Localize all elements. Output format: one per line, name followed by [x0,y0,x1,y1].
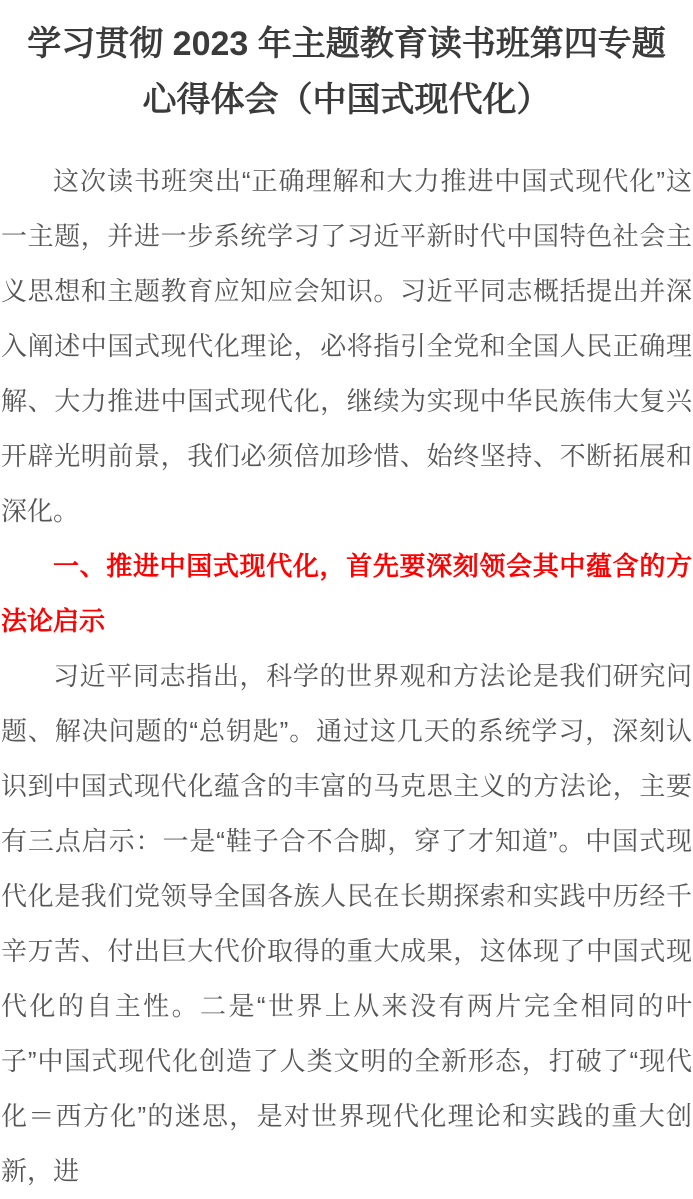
document-title-line-1: 学习贯彻 2023 年主题教育读书班第四专题 [27,25,666,63]
document-title-line-2: 心得体会（中国式现代化） [142,81,551,119]
paragraph-section-1-body: 习近平同志指出，科学的世界观和方法论是我们研究问题、解决问题的“总钥匙”。通过这几天的系统学习，深刻认识到中国式现代化蕴含的丰富的马克思主义的方法论，主要有三点启示：一是“鞋子合不合脚，穿了才知道”。中国式现代化是我们党领导全国各族人民在长期探索和实践中历经千辛万苦、付出巨大代价取得的重大成果，这体现了中国式现代化的自主性。二是“世界上从来没有两片完全相同的叶子”中国式现代化创造了人类文明的全新形态，打破了“现代化＝西方化”的迷思，是对世界现代化理论和实践的重大创新，进 [1,661,692,1186]
section-heading-1: 一、推进中国式现代化，首先要深刻领会其中蕴含的方法论启示 [1,551,692,636]
document-title [1,16,692,128]
paragraph-intro: 这次读书班突出“正确理解和大力推进中国式现代化”这一主题，并进一步系统学习了习近平新时代中国特色社会主义思想和主题教育应知应会知识。习近平同志概括提出并深入阐述中国式现代化理论，必将指引全党和全国人民正确理解、大力推进中国式现代化，继续为实现中华民族伟大复兴开辟光明前景，我们必须倍加珍惜、始终坚持、不断拓展和深化。 [1,166,692,526]
